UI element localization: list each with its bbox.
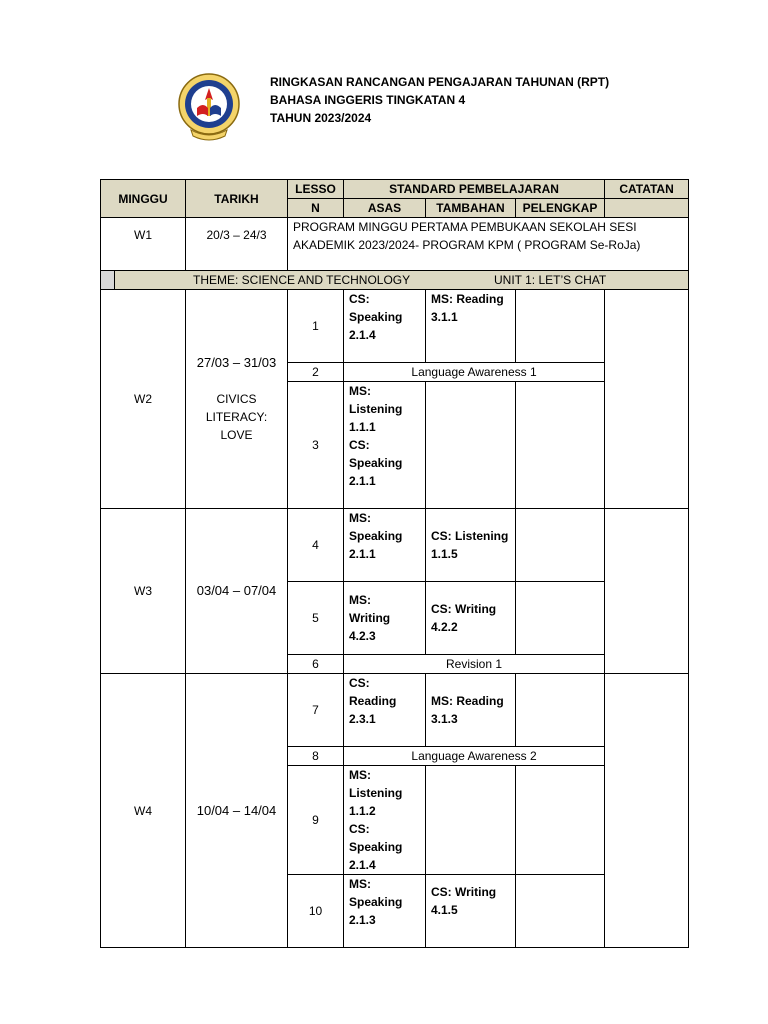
note-line: LITERACY:	[205, 410, 268, 424]
catatan-cell	[605, 509, 689, 674]
col-asas: ASAS	[344, 199, 426, 218]
table-row	[101, 674, 689, 747]
table-row	[101, 218, 689, 271]
tambahan-cell: CS: Listening 1.1.5	[426, 509, 516, 582]
lesson-number: 3	[288, 382, 344, 509]
lesson-number: 2	[288, 363, 344, 382]
table-row	[101, 290, 689, 363]
note-line: CIVICS	[216, 392, 257, 406]
tambahan-cell: MS: Reading 3.1.1	[426, 290, 516, 363]
header-subject: BAHASA INGGERIS TINGKATAN 4	[270, 93, 466, 107]
asas-cell: CS: Reading 2.3.1	[344, 674, 426, 747]
language-awareness-cell: Language Awareness 1	[344, 363, 605, 382]
col-catatan: CATATAN	[605, 180, 689, 199]
asas-cell: MS: Speaking 2.1.3	[344, 875, 426, 948]
lesson-number: 5	[288, 582, 344, 655]
col-standard: STANDARD PEMBELAJARAN	[344, 180, 605, 199]
week-cell: W3	[101, 509, 186, 674]
theme-row	[101, 271, 689, 290]
lesson-number: 10	[288, 875, 344, 948]
catatan-cell	[605, 674, 689, 948]
lesson-number: 7	[288, 674, 344, 747]
col-tambahan: TAMBAHAN	[426, 199, 516, 218]
tambahan-cell: CS: Writing 4.1.5	[426, 875, 516, 948]
catatan-cell	[605, 290, 689, 509]
asas-cell: MS: Writing 4.2.3	[344, 582, 426, 655]
tambahan-cell	[426, 382, 516, 509]
asas-cell: MS: Listening 1.1.2 CS: Speaking 2.1.4	[344, 766, 426, 875]
date-cell: 20/3 – 24/3	[186, 218, 288, 271]
asas-cell: MS: Speaking 2.1.1	[344, 509, 426, 582]
pelengkap-cell	[516, 382, 605, 509]
document-header	[270, 73, 609, 127]
school-crest-icon	[177, 70, 241, 142]
pelengkap-cell	[516, 582, 605, 655]
language-awareness-cell: Language Awareness 2	[344, 747, 605, 766]
pelengkap-cell	[516, 509, 605, 582]
lesson-number: 6	[288, 655, 344, 674]
unit-label: UNIT 1: LET’S CHAT	[494, 273, 607, 287]
theme-label: THEME: SCIENCE AND TECHNOLOGY	[193, 273, 411, 287]
lesson-number: 4	[288, 509, 344, 582]
col-lesson-part1: LESSO	[288, 180, 344, 199]
col-minggu: MINGGU	[101, 180, 186, 218]
lesson-number: 8	[288, 747, 344, 766]
tambahan-cell	[426, 766, 516, 875]
lesson-number: 1	[288, 290, 344, 363]
header-year: TAHUN 2023/2024	[270, 111, 372, 125]
table-row	[101, 509, 689, 582]
col-catatan-blank	[605, 199, 689, 218]
asas-cell: MS: Listening 1.1.1 CS: Speaking 2.1.1	[344, 382, 426, 509]
col-pelengkap: PELENGKAP	[516, 199, 605, 218]
date-cell: 10/04 – 14/04	[186, 674, 288, 948]
week-cell: W4	[101, 674, 186, 948]
pelengkap-cell	[516, 875, 605, 948]
pelengkap-cell	[516, 674, 605, 747]
pelengkap-cell	[516, 766, 605, 875]
date-text: 27/03 – 31/03	[196, 355, 277, 370]
header-title: RINGKASAN RANCANGAN PENGAJARAN TAHUNAN (RPT)	[270, 75, 610, 89]
asas-cell: CS: Speaking 2.1.4	[344, 290, 426, 363]
rpt-table	[100, 179, 689, 948]
col-tarikh: TARIKH	[186, 180, 288, 218]
date-cell	[186, 290, 288, 509]
col-lesson-part2: N	[288, 199, 344, 218]
tambahan-cell: MS: Reading 3.1.3	[426, 674, 516, 747]
date-cell: 03/04 – 07/04	[186, 509, 288, 674]
week-cell: W2	[101, 290, 186, 509]
week-cell: W1	[101, 218, 186, 271]
pelengkap-cell	[516, 290, 605, 363]
lesson-number: 9	[288, 766, 344, 875]
note-line: LOVE	[220, 428, 253, 442]
program-cell: PROGRAM MINGGU PERTAMA PEMBUKAAN SEKOLAH SESI AKADEMIK 2023/2024- PROGRAM KPM ( PROGRAM Se-RoJa)	[288, 218, 689, 271]
revision-cell: Revision 1	[344, 655, 605, 674]
tambahan-cell: CS: Writing 4.2.2	[426, 582, 516, 655]
